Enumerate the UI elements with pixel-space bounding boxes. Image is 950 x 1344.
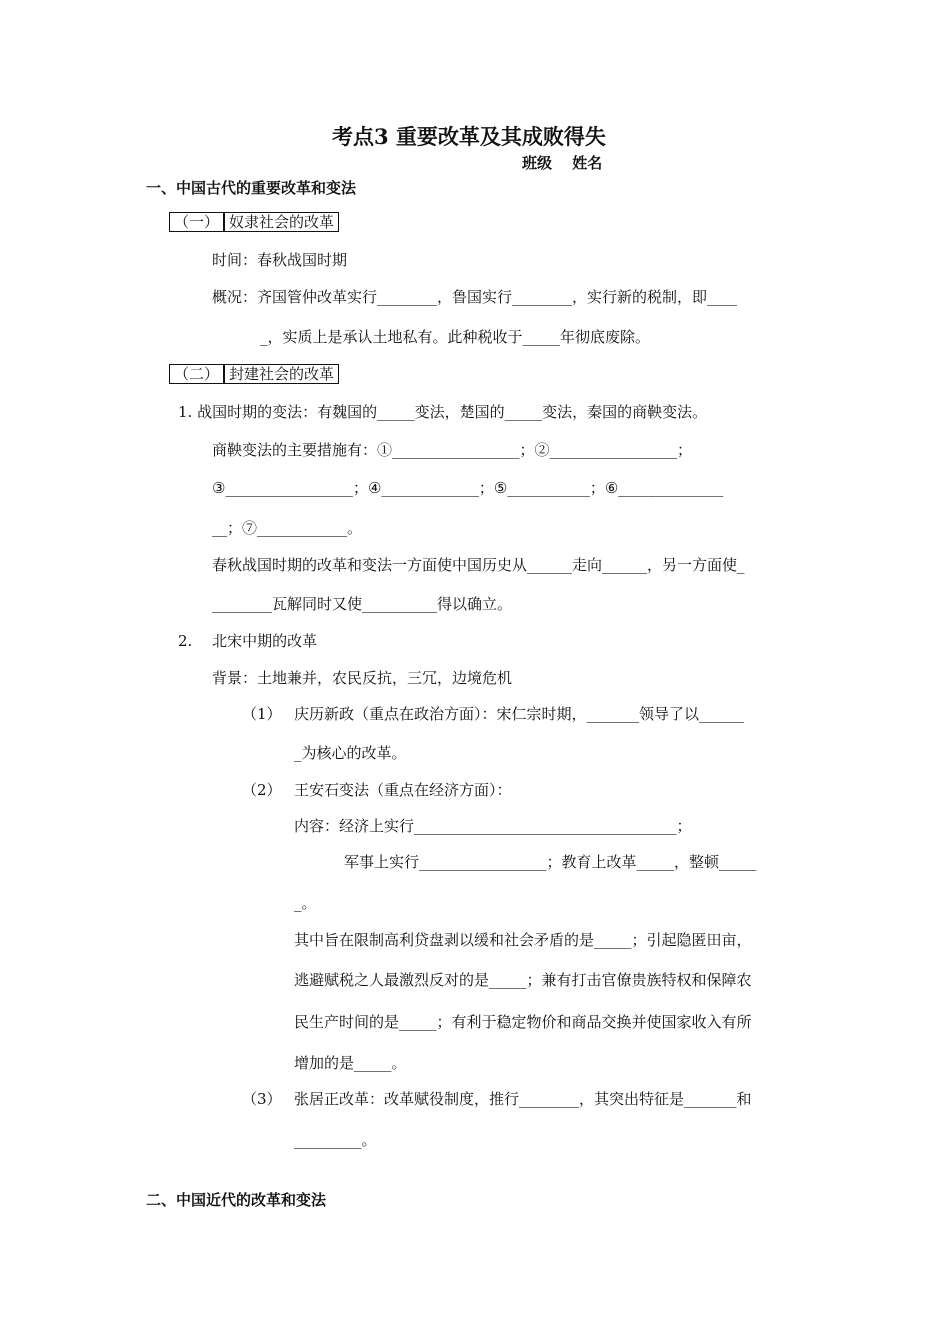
reform-3-number: （3）: [242, 1090, 282, 1108]
reform-2-paragraph-line-1: 其中旨在限制高利贷盘剥以缓和社会矛盾的是_____；引起隐匿田亩，: [294, 931, 752, 949]
reform-2-content-line-1: 内容：经济上实行___________________________________；: [294, 817, 692, 835]
reform-2-paragraph-line-2: 逃避赋税之人最激烈反对的是_____；兼有打击官僚贵族特权和保障农: [294, 971, 752, 989]
part-1-label-box: 奴隶社会的改革: [224, 212, 339, 232]
reform-2-paragraph-line-3: 民生产时间的是_____；有利于稳定物价和商品交换并使国家收入有所: [294, 1013, 752, 1031]
northern-song-background: 背景：土地兼并，农民反抗，三冗，边境危机: [212, 669, 513, 687]
reform-3-line-2: _________。: [294, 1131, 377, 1149]
item-1-warring-states: 1. 战国时期的变法：有魏国的_____变法，楚国的_____变法，秦国的商鞅变法。: [178, 403, 708, 421]
reform-3-line-1: 张居正改革：改革赋役制度，推行________，其突出特征是_______和: [294, 1090, 752, 1108]
section-1-heading: 一、中国古代的重要改革和变法: [146, 179, 357, 197]
class-name-line: 班级 姓名: [522, 154, 603, 172]
part-1-overview-line-2: _，实质上是承认土地私有。此种税收于_____年彻底废除。: [260, 328, 651, 346]
shang-yang-measures-line-3: __；⑦____________。: [212, 519, 363, 537]
reform-1-line-2: _为核心的改革。: [294, 744, 407, 762]
page-title: 考点3 重要改革及其成败得失: [332, 124, 606, 149]
part-2-heading: [169, 364, 339, 384]
reform-2-content-line-3: _。: [294, 894, 317, 912]
reform-2-paragraph-line-4: 增加的是_____。: [294, 1054, 407, 1072]
part-1-heading: [169, 212, 339, 232]
part-1-number-box: （一）: [169, 212, 224, 232]
part-2-label-box: 封建社会的改革: [224, 364, 339, 384]
shang-yang-measures-line-1: 商鞅变法的主要措施有：①_________________；②_________________；: [212, 441, 693, 459]
part-2-number-box: （二）: [169, 364, 224, 384]
part-1-time: 时间：春秋战国时期: [212, 251, 348, 269]
reform-2-title: 王安石变法（重点在经济方面）：: [294, 781, 512, 799]
item-2-northern-song: 2. 北宋中期的改革: [178, 632, 318, 650]
reform-2-content-line-2: 军事上实行_________________；教育上改革_____，整顿_____: [344, 853, 757, 871]
reform-1-line-1: 庆历新政（重点在政治方面）：宋仁宗时期，_______领导了以______: [294, 705, 745, 723]
part-1-overview-line-1: 概况：齐国管仲改革实行________，鲁国实行________，实行新的税制，即____: [212, 288, 738, 306]
summary-line-2: ________瓦解同时又使__________得以确立。: [212, 595, 513, 613]
section-2-heading: 二、中国近代的改革和变法: [146, 1191, 327, 1209]
reform-2-number: （2）: [242, 781, 282, 799]
shang-yang-measures-line-2: ③_________________；④_____________；⑤___________；⑥______________: [212, 479, 724, 497]
reform-1-number: （1）: [242, 705, 282, 723]
summary-line-1: 春秋战国时期的改革和变法一方面使中国历史从______走向______，另一方面使_: [212, 556, 745, 574]
